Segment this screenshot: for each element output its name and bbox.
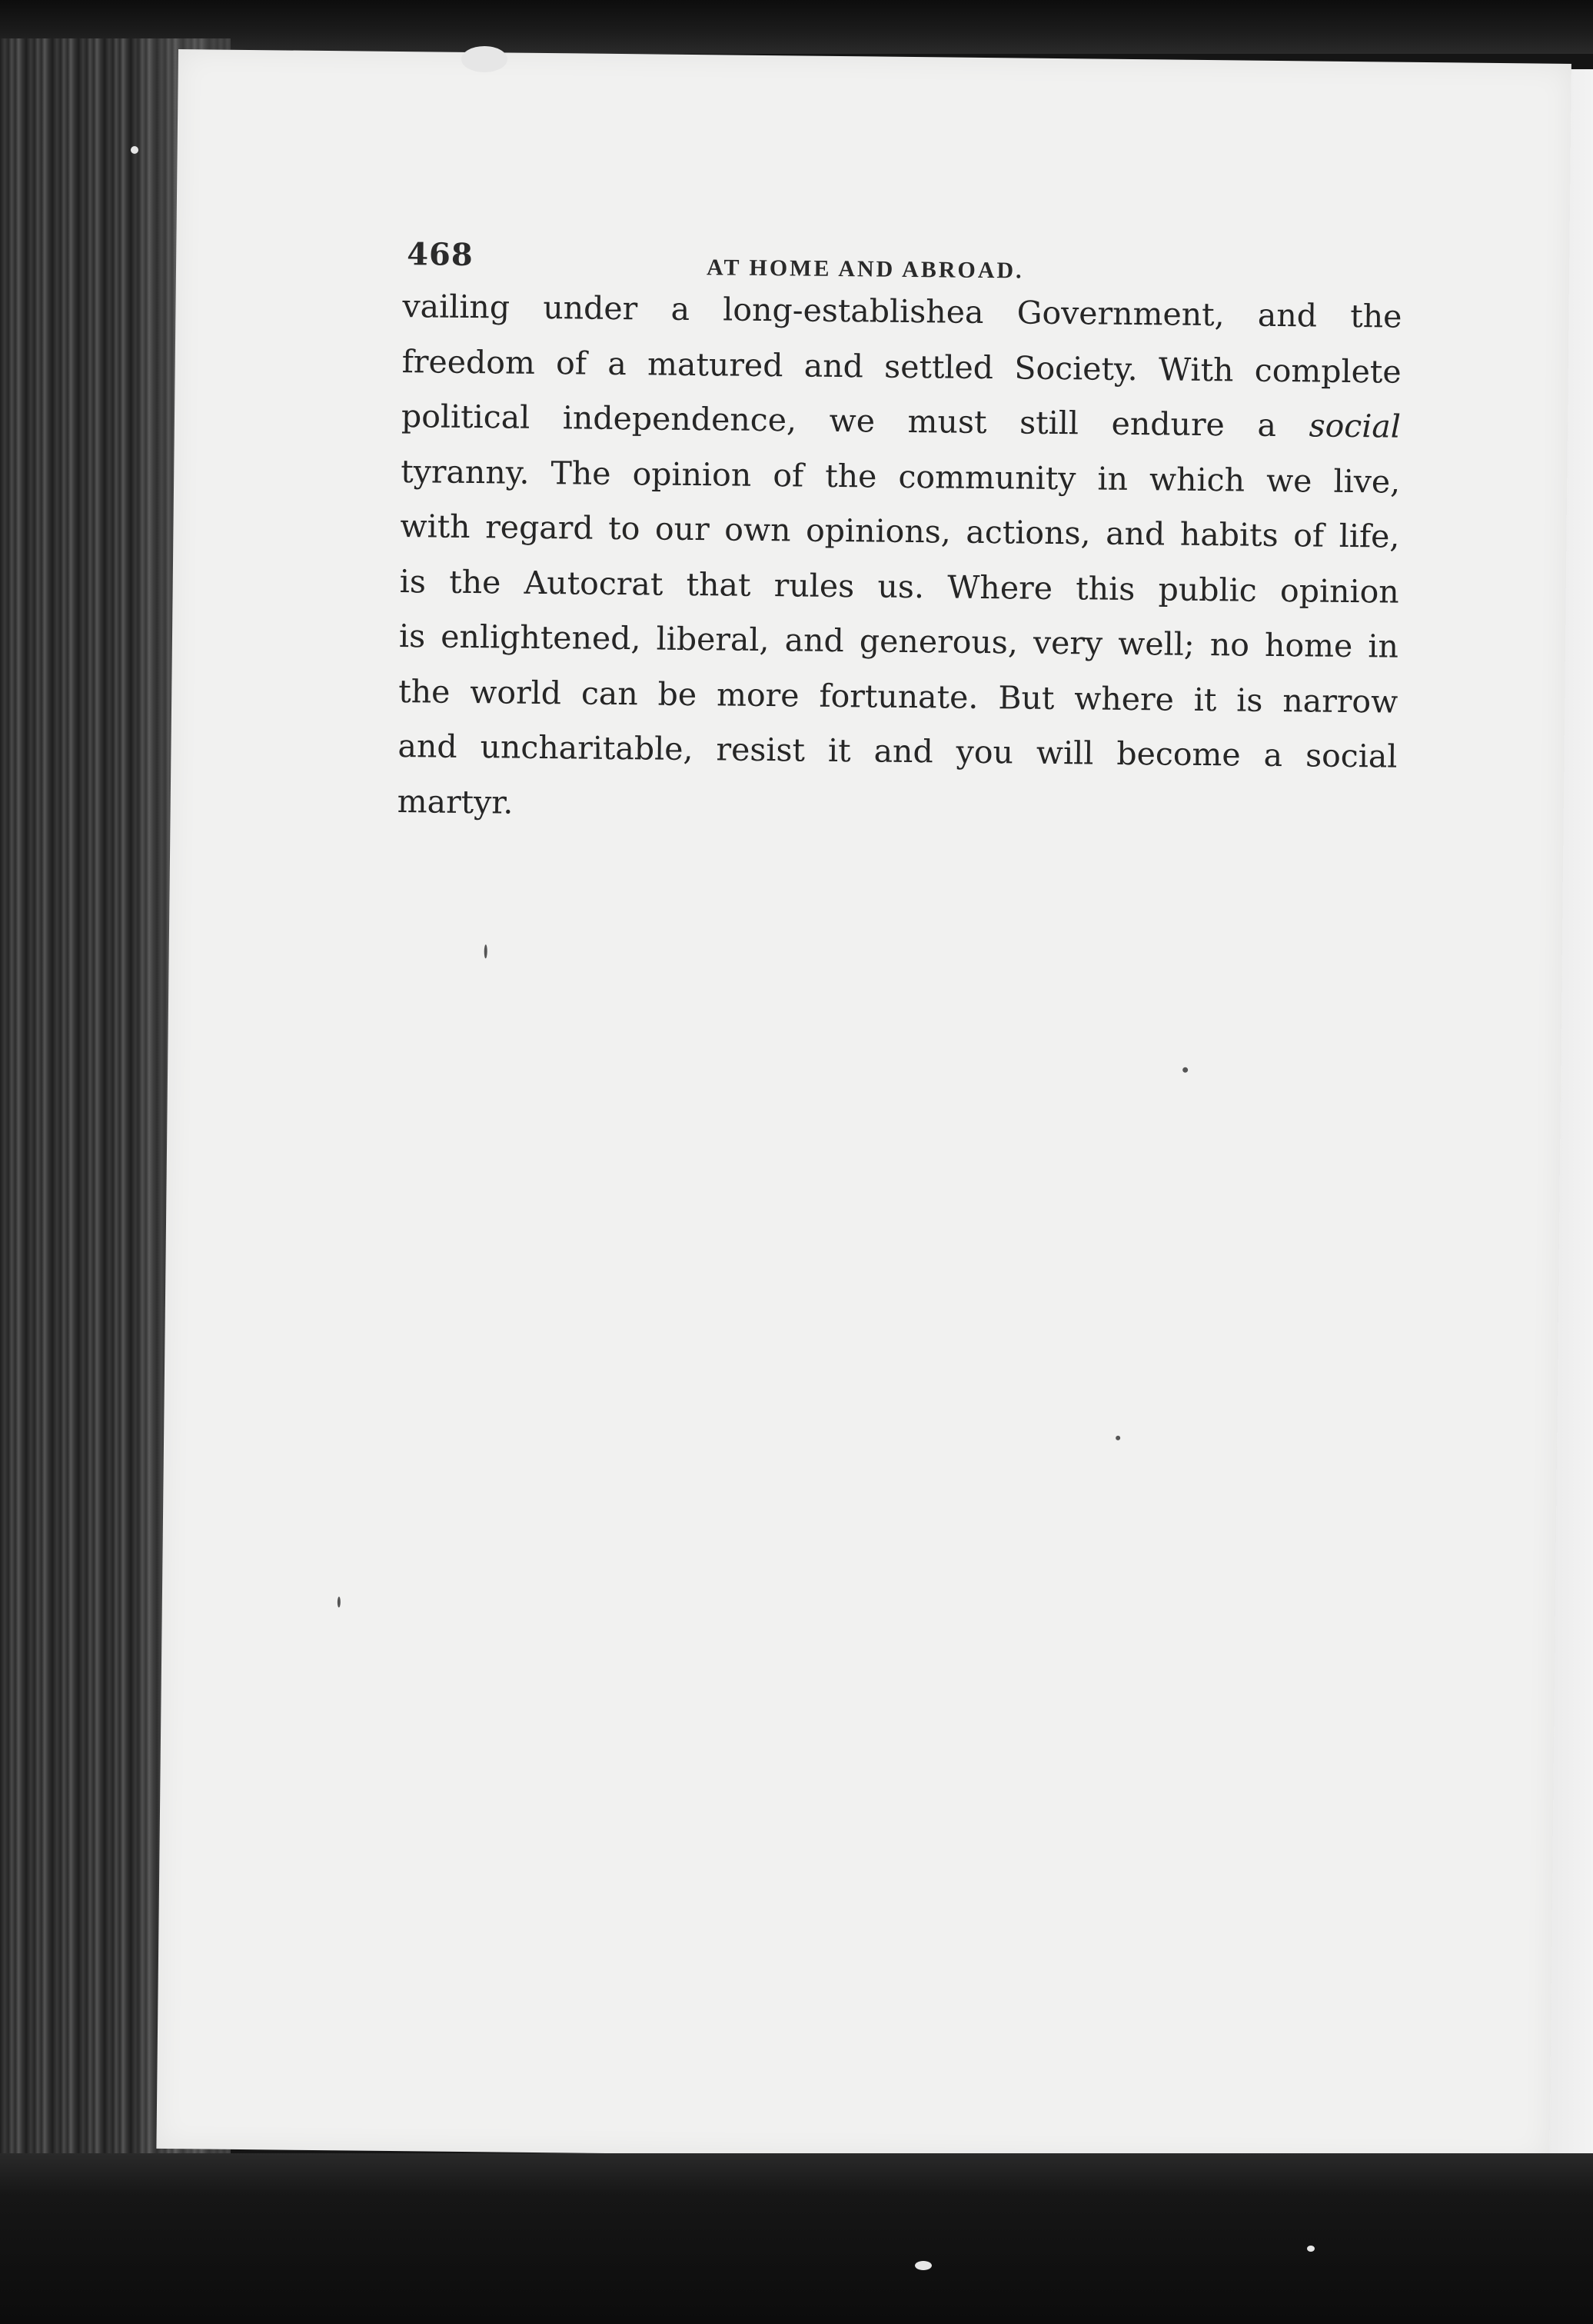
film-border-top (0, 0, 1593, 54)
text-line: tyranny. The opinion of the community in which we live, (401, 452, 1401, 501)
text-line: vailing under a long-establishea Government, and the (402, 288, 1402, 335)
dust-speck (1182, 1067, 1188, 1073)
dust-speck (1307, 2246, 1315, 2252)
body-paragraph (397, 279, 1402, 840)
italic-word: social (1309, 407, 1402, 445)
dust-speck (131, 146, 138, 154)
book-page (156, 49, 1571, 2163)
film-border-bottom (0, 2153, 1593, 2324)
running-title: AT HOME AND ABROAD. (706, 255, 1024, 284)
text-line: with regard to our own opinions, actions, and habits of life, (400, 508, 1400, 555)
page-number: 468 (406, 236, 474, 274)
dust-speck (1116, 1436, 1120, 1440)
text-line (401, 389, 1402, 454)
text-line: and uncharitable, resist it and you will become a social (397, 727, 1398, 775)
dust-speck (915, 2261, 932, 2270)
dust-speck (484, 944, 487, 958)
text-line: martyr. (397, 782, 514, 821)
text-line-part: political independence, we must still endure a (401, 398, 1277, 444)
text-line: is the Autocrat that rules us. Where this public opinion (399, 562, 1399, 611)
running-head (176, 188, 1570, 284)
dust-speck (461, 46, 507, 72)
text-line: the world can be more fortunate. But where it is narrow (398, 672, 1398, 721)
dust-speck (338, 1597, 341, 1607)
text-line: is enlightened, liberal, and generous, very well; no home in (398, 618, 1399, 665)
text-line: freedom of a matured and settled Society. With complete (401, 342, 1402, 391)
